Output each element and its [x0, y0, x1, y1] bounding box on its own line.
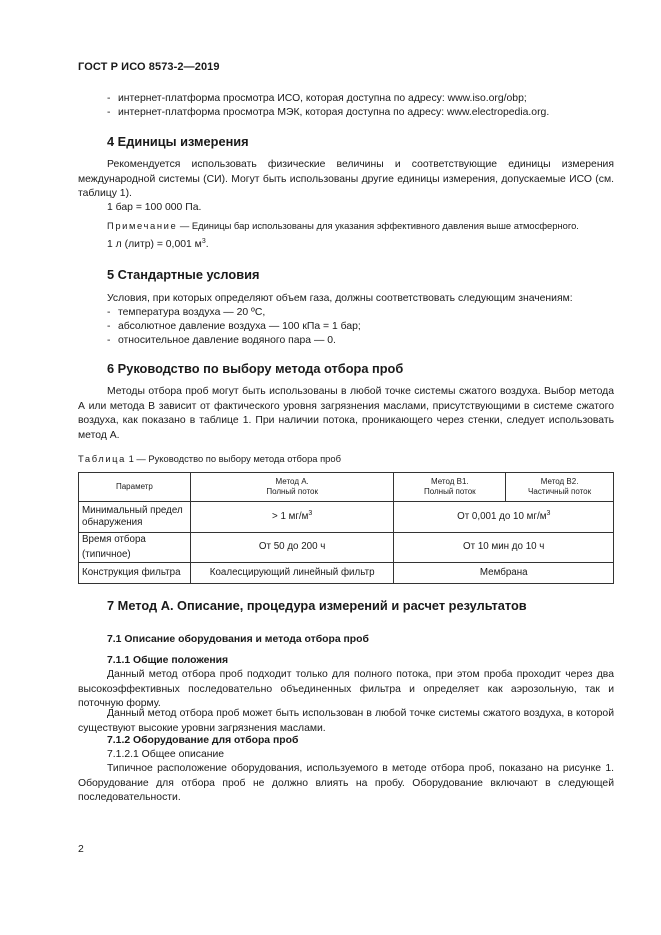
- cell-method-b: Мембрана: [394, 563, 614, 584]
- section-7-1-1-paragraph-1: Данный метод отбора проб подходит только для полного потока, при этом проба проходит через два высокоэффективных последовательно объединенных фильтра и определяет как аэрозольную, так и поточную форму.: [78, 669, 614, 710]
- header-parameter: Параметр: [79, 473, 191, 502]
- cell-param: Время отбора (типичное): [79, 533, 191, 563]
- intro-item-iso: - интернет-платформа просмотра ИСО, которая доступна по адресу: www.iso.org/obp;: [107, 93, 527, 104]
- header-method-a: Метод А. Полный поток: [190, 473, 394, 502]
- section-7-1-2-1-title: 7.1.2.1 Общее описание: [107, 749, 225, 760]
- document-header: ГОСТ Р ИСО 8573-2—2019: [78, 61, 220, 73]
- section-7-1-2-1-paragraph: Типичное расположение оборудования, используемого в методе отбора проб, показано на рисунке 1. Оборудование для отбора проб не должно влиять на пробу. Оборудование включают в следующей последовательности.: [78, 763, 614, 804]
- table-1-caption: Таблица 1 — Руководство по выбору метода отбора проб: [78, 453, 341, 464]
- section-4-note: Примечание — Единицы бар использованы для указания эффективного давления выше атмосферного.: [107, 220, 579, 231]
- cell-method-a: Коалесцирующий линейный фильтр: [190, 563, 394, 584]
- cell-param: Минимальный предел обнаружения: [79, 502, 191, 533]
- section-7-1-title: 7.1 Описание оборудования и метода отбора проб: [107, 634, 369, 645]
- page-number: 2: [78, 844, 84, 855]
- cell-param: Конструкция фильтра: [79, 563, 191, 584]
- section-7-1-1-paragraph-2: Данный метод отбора проб может быть использован в любой точке системы сжатого воздуха, в которой существуют высокие уровни загрязнения маслами.: [78, 708, 614, 734]
- header-method-b1: Метод В1. Полный поток: [394, 473, 506, 502]
- section-7-1-1-title: 7.1.1 Общие положения: [107, 655, 229, 666]
- section-7-1-2-title: 7.1.2 Оборудование для отбора проб: [107, 735, 299, 746]
- section-4-paragraph: Рекомендуется использовать физические величины и соответствующие единицы измерения международной системы (СИ). Могут быть использованы другие единицы измерения, допускаемые ИСО (см. таблицу 1).: [78, 159, 614, 200]
- intro-item-iec: - интернет-платформа просмотра МЭК, которая доступна по адресу: www.electropedia.org.: [107, 107, 550, 118]
- table-row: [79, 502, 614, 533]
- section-6-paragraph: Методы отбора проб могут быть использованы в любой точке системы сжатого воздуха. Выбор метода А или метода В зависит от фактического уровня загрязнения маслами, присутствующими в системе сжатого воздуха, как показано в таблице 1. При наличии потока, проникающего через стенки, следует использовать метод А.: [78, 386, 614, 441]
- section-5-paragraph: Условия, при которых определяют объем газа, должны соответствовать следующим значениям:: [107, 293, 573, 304]
- bar-equation: 1 бар = 100 000 Па.: [107, 202, 202, 213]
- section-7-title: 7 Метод А. Описание, процедура измерений и расчет результатов: [107, 598, 527, 613]
- section-5-title: 5 Стандартные условия: [107, 267, 260, 282]
- table-row: [79, 533, 614, 563]
- condition-pressure: - абсолютное давление воздуха — 100 кПа = 1 бар;: [107, 321, 361, 332]
- header-method-b2: Метод В2. Частичный поток: [506, 473, 614, 502]
- section-4-title: 4 Единицы измерения: [107, 134, 249, 149]
- cell-method-b: От 10 мин до 10 ч: [394, 533, 614, 563]
- table-row: [79, 563, 614, 584]
- section-6-title: 6 Руководство по выбору метода отбора проб: [107, 361, 404, 376]
- cell-method-a: От 50 до 200 ч: [190, 533, 394, 563]
- table-1: [78, 472, 614, 584]
- condition-temperature: - температура воздуха — 20 ºС,: [107, 307, 266, 318]
- cell-method-b: От 0,001 до 10 $мг/м^3$: [394, 502, 614, 533]
- litre-equation: 1 л (литр) = 0,001 $м^3$.: [107, 238, 209, 250]
- table-header-row: [79, 473, 614, 502]
- condition-vapour: - относительное давление водяного пара — 0.: [107, 335, 336, 346]
- cell-method-a: > 1 $мг/м^3$: [190, 502, 394, 533]
